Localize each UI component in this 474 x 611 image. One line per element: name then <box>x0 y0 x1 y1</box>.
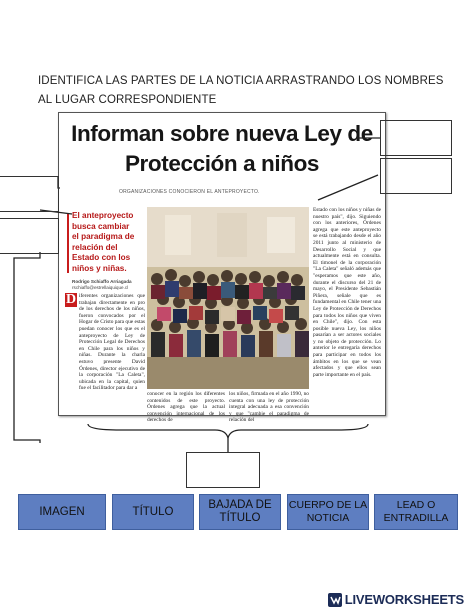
drop-target-title[interactable] <box>380 120 452 156</box>
article-dropcap: D <box>65 292 77 307</box>
article-body-column-4: Estado con los niños y niñas de nuestro país", dijo. Siguiendo con los anteriores, Órdenes agrega que este anteproyecto se está trabajando desde el año 2011 junto al ministerio de Desarrollo Social y que actualmente está en consulta. El timonel de la corporación "La Caleta" señaló además que "esperamos que este año, durante el discurso del 21 de mayo, el Presidente Sebastián Piñera, señale que es fundamental en Chile tener una Ley de Protección de Derechos para todos los niños que viven en Chile", dijo. Con esta posible nueva Ley, los niños pasarían a ser actores sociales y no objeto de protección. Lo anterior le entregaría derechos para participar en todos los ámbitos en los que se vean afectados y que ellos sean parte importante en el país. <box>313 207 381 378</box>
instruction-text: IDENTIFICA LAS PARTES DE LA NOTICIA ARRASTRANDO LOS NOMBRES AL LUGAR CORRESPONDIENTE <box>38 75 444 106</box>
label-bajada-de-titulo[interactable]: BAJADA DE TÍTULO <box>199 494 281 530</box>
drop-target-caption[interactable] <box>0 176 59 212</box>
article-photo <box>147 207 309 389</box>
liveworksheets-logo <box>328 592 464 607</box>
article-body-column-1: iferentes organizaciones que trabajan directamente en pro de los derechos de los niños, fueron convocados por el Hogar de Cristo para que estas puedan conocer los que es el anteproyecto de Ley de Protección Legal de Derechos en Chile para los niños y niñas. Durante la charla estuvo presente David Órdenes, director ejecutivo de la corporación "La Caleta", ubicada en la capital, quien fue el facilitador para dar a <box>79 293 146 392</box>
liveworksheets-logo-icon <box>328 593 342 607</box>
dek-accent-bar <box>67 213 69 273</box>
drop-target-dek[interactable] <box>0 218 59 254</box>
article-body-column-3: los niños, firmada en el año 1990, no cuenta con una ley de protección integral adecuada a esa convención y que "cambie el paradigma de relación del <box>229 391 309 424</box>
label-titulo[interactable]: TÍTULO <box>112 494 194 530</box>
label-lead-o-entradilla[interactable]: LEAD O ENTRADILLA <box>374 494 458 530</box>
article-body-column-2: conocer en la región los diferentes contenidos de este proyecto. Órdenes agrega que la actual convención internacional de los derechos de <box>147 391 225 424</box>
article-headline: Informan sobre nueva Ley de Protección a niños <box>71 121 373 176</box>
label-imagen[interactable]: IMAGEN <box>18 494 106 530</box>
byline-name: Rodrigo Schiaffo Arriagada <box>72 279 132 284</box>
liveworksheets-brand-text: LIVEWORKSHEETS <box>344 592 464 607</box>
label-cuerpo-de-la-noticia[interactable]: CUERPO DE LA NOTICIA <box>287 494 369 530</box>
newspaper-clipping <box>58 112 386 424</box>
byline-email: rschiaffo@estrellaiquique.cl <box>72 285 129 290</box>
drop-target-image[interactable] <box>380 158 452 194</box>
article-byline <box>72 279 146 291</box>
article-dek: El anteproyecto busca cambiar el paradigma de relación del Estado con los niños y niñas. <box>72 211 135 273</box>
article-caption-line: ORGANIZACIONES CONOCIERON EL ANTEPROYECTO. <box>119 189 260 195</box>
drop-target-body[interactable] <box>186 452 260 488</box>
